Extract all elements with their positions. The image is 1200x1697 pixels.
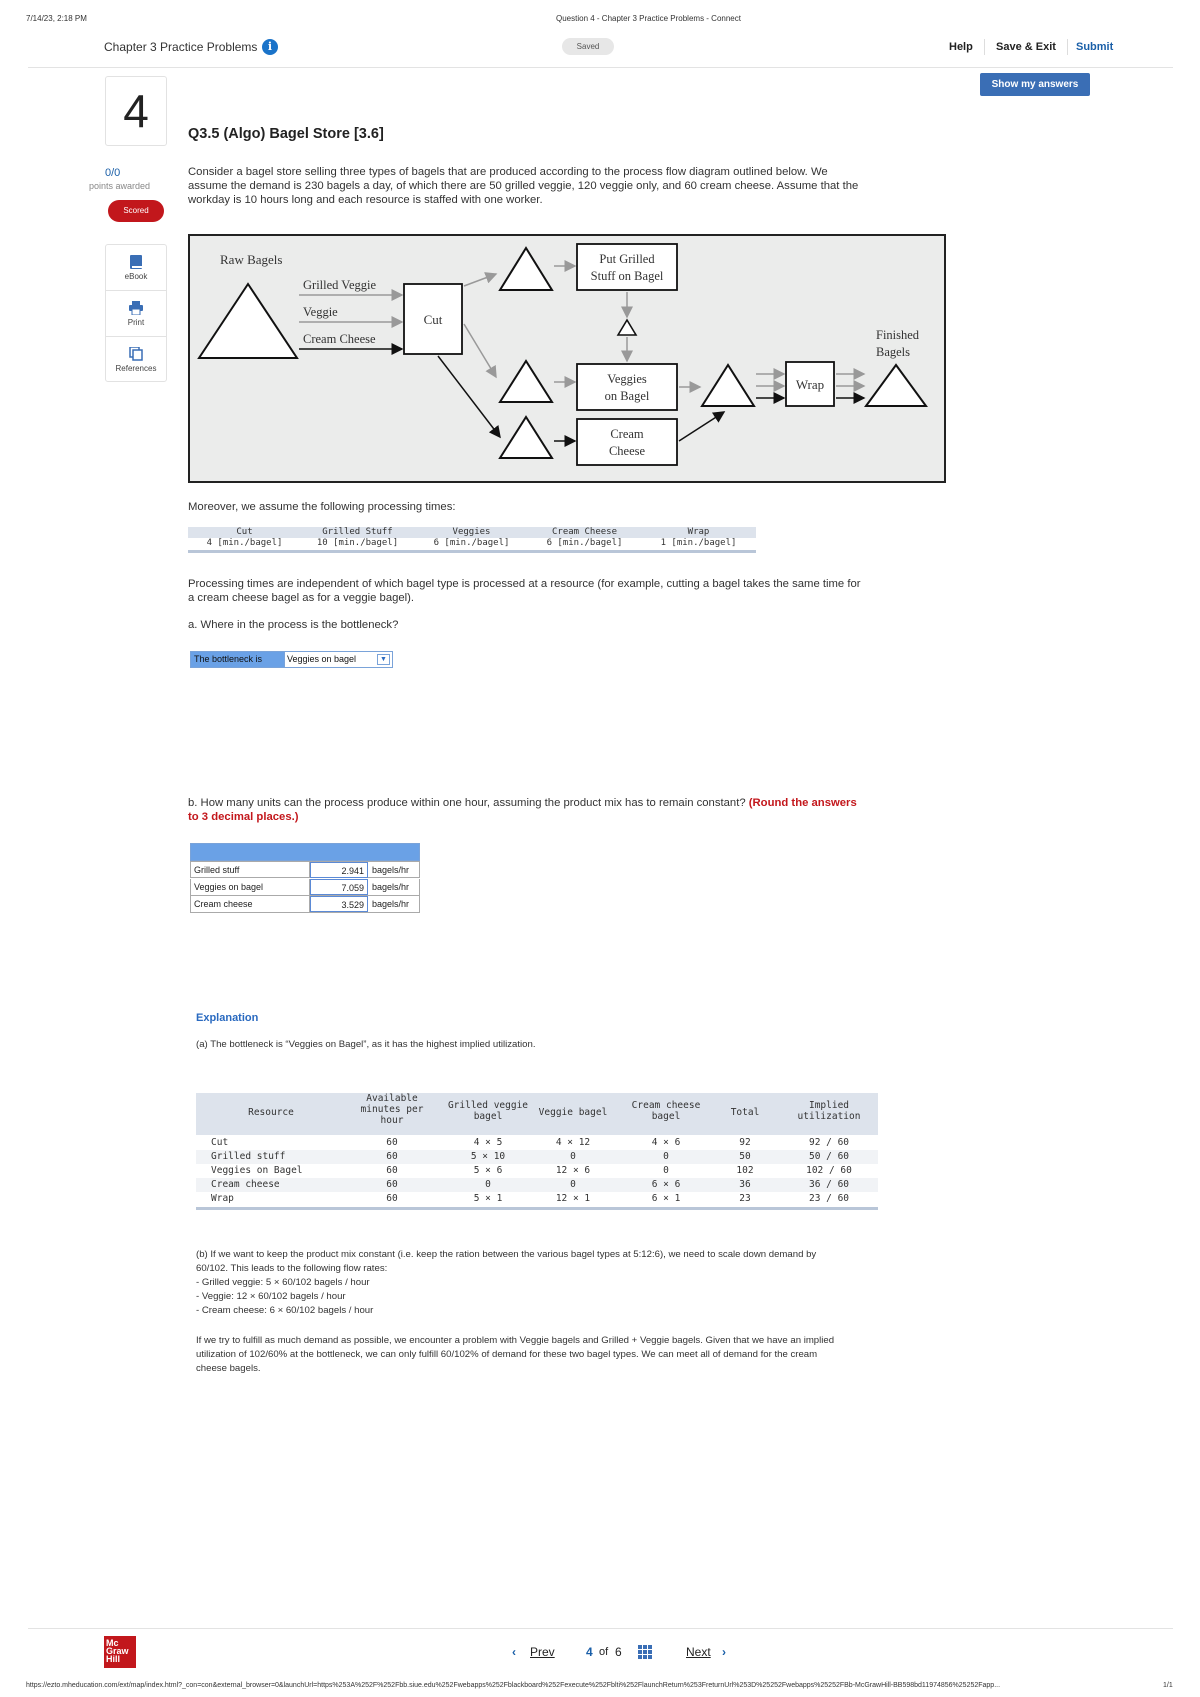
print-tool[interactable] [106, 291, 166, 337]
answer-input[interactable]: 7.059 [310, 879, 368, 895]
col-header-cream [616, 1100, 716, 1122]
finished-label-1: Finished [876, 328, 920, 342]
proc-time: 4 [min./bagel] [206, 538, 283, 548]
part-b-text: b. How many units can the process produce within one hour, assuming the product mix has to remain constant? [188, 797, 749, 809]
cell-resource: Wrap [211, 1193, 234, 1204]
answer-unit: bagels/hr [372, 882, 410, 892]
proc-time: 6 [min./bagel] [433, 538, 510, 548]
grilled-veggie-label: Grilled Veggie [303, 278, 377, 292]
header-line: Implied [808, 1100, 850, 1111]
print-page-number: 1/1 [1163, 1682, 1173, 1689]
header-line: minutes per [360, 1104, 424, 1115]
save-exit-link[interactable]: Save & Exit [996, 41, 1056, 53]
table-bottom-rule [196, 1207, 878, 1210]
print-datetime: 7/14/23, 2:18 PM [26, 14, 87, 23]
chevron-right-icon[interactable]: › [722, 1645, 726, 1659]
cell-cream: 0 [663, 1165, 669, 1176]
references-label: References [115, 364, 157, 373]
flow-rate-answer-table [190, 843, 420, 915]
bottleneck-answer [190, 651, 393, 668]
cream-label-2: Cheese [608, 444, 646, 458]
cell-veggie: 4 × 12 [555, 1137, 591, 1148]
cell-available: 60 [386, 1193, 398, 1204]
cut-label: Cut [423, 312, 443, 327]
cell-veggie: 12 × 1 [555, 1193, 591, 1204]
cell-utilization: 102 / 60 [806, 1165, 852, 1176]
table-row [196, 1150, 878, 1164]
footer-divider [28, 1628, 1173, 1629]
intro-line: Consider a bagel store selling three types of bagels that are produced according to the process flow diagram outlined below. We [188, 166, 828, 178]
cell-grilled: 5 × 6 [473, 1165, 503, 1176]
cell-utilization: 50 / 60 [808, 1151, 850, 1162]
table-bottom-rule [188, 550, 756, 553]
page-of: of [599, 1646, 609, 1658]
proc-name: Grilled Stuff [322, 527, 393, 537]
explanation-a-text: (a) The bottleneck is “Veggies on Bagel”, as it has the highest implied utilization. [196, 1039, 536, 1050]
table-row [196, 1178, 878, 1192]
grid-icon[interactable] [638, 1645, 652, 1659]
table-row [196, 1136, 878, 1150]
cell-available: 60 [386, 1165, 398, 1176]
proc-name: Cream Cheese [551, 527, 618, 537]
cell-cream: 4 × 6 [651, 1137, 681, 1148]
col-header-grilled [438, 1100, 538, 1122]
answer-input[interactable]: 3.529 [310, 896, 368, 912]
cream-cheese-box [577, 419, 677, 465]
references-icon [128, 347, 144, 361]
cell-veggie: 0 [570, 1151, 576, 1162]
assignment-title: Chapter 3 Practice Problems [104, 40, 258, 54]
independent-line: a cream cheese bagel as for a veggie bagel). [188, 592, 415, 604]
veggies-on-bagel-box [577, 364, 677, 410]
put-grilled-label-1: Put Grilled [599, 252, 655, 266]
proc-time: 10 [min./bagel] [316, 538, 399, 548]
header-divider [1067, 39, 1068, 55]
bottleneck-selected-value: Veggies on bagel [287, 654, 357, 664]
references-tool[interactable] [106, 337, 166, 383]
info-icon[interactable]: i [262, 39, 278, 55]
print-page-title: Question 4 - Chapter 3 Practice Problems - Connect [556, 14, 741, 23]
explanation-line: 60/102. This leads to the following flow rates: [196, 1263, 388, 1274]
show-answers-button[interactable]: Show my answers [980, 73, 1090, 96]
cell-cream: 0 [663, 1151, 669, 1162]
header-line: hour [380, 1115, 404, 1126]
header-line: bagel [473, 1111, 503, 1122]
print-label: Print [127, 318, 145, 327]
explanation-line: - Grilled veggie: 5 × 60/102 bagels / hour [196, 1277, 370, 1288]
proc-name: Wrap [687, 527, 710, 537]
tools-panel [105, 244, 167, 382]
header-line: bagel [651, 1111, 681, 1122]
cell-veggie: 12 × 6 [555, 1165, 591, 1176]
question-number: 4 [105, 76, 167, 146]
col-header-total: Total [730, 1107, 760, 1118]
intro-line: workday is 10 hours long and each resource is staffed with one worker. [188, 194, 543, 206]
veggies-label-1: Veggies [607, 372, 647, 386]
logo-line: Hill [106, 1654, 121, 1664]
chevron-down-icon[interactable]: ▼ [377, 654, 390, 665]
submit-link[interactable]: Submit [1076, 41, 1114, 53]
bottleneck-label: The bottleneck is [191, 652, 284, 667]
cell-utilization: 36 / 60 [808, 1179, 850, 1190]
part-b-instruction-2: to 3 decimal places.) [188, 811, 299, 823]
table-row [190, 861, 420, 878]
finished-label-2: Bagels [876, 345, 911, 359]
moreover-text: Moreover, we assume the following processing times: [188, 501, 456, 513]
cell-available: 60 [386, 1151, 398, 1162]
processing-times-table [188, 527, 756, 553]
cell-available: 60 [386, 1179, 398, 1190]
cell-grilled: 4 × 5 [473, 1137, 503, 1148]
page-total: 6 [615, 1645, 622, 1659]
explanation-line: cheese bagels. [196, 1363, 261, 1374]
answer-label: Cream cheese [191, 896, 310, 912]
explanation-line: (b) If we want to keep the product mix constant (i.e. keep the ration between the various bagel types at 5:12:6), we need to scale down demand by [196, 1249, 817, 1260]
bottleneck-select[interactable] [284, 652, 392, 667]
veggies-label-2: on Bagel [604, 389, 650, 403]
independent-line: Processing times are independent of which bagel type is processed at a resource (for example, cutting a bagel takes the same time for [188, 578, 861, 590]
cell-grilled: 5 × 1 [473, 1193, 503, 1204]
header-line: Available [366, 1093, 418, 1104]
proc-time: 6 [min./bagel] [546, 538, 623, 548]
cell-cream: 6 × 6 [651, 1179, 681, 1190]
explanation-line: utilization of 102/60% at the bottleneck, we can only fulfill 60/102% of demand for these two bagel types. We can meet all of demand for the cream [196, 1349, 818, 1360]
col-header-utilization [780, 1100, 878, 1122]
explanation-line: - Veggie: 12 × 60/102 bagels / hour [196, 1291, 346, 1302]
explanation-line: - Cream cheese: 6 × 60/102 bagels / hour [196, 1305, 374, 1316]
points-awarded-label: points awarded [89, 181, 151, 191]
explanation-line: If we try to fulfill as much demand as possible, we encounter a problem with Veggie bagels and Grilled + Veggie bagels. Given that we have an implied [196, 1335, 835, 1346]
proc-name: Cut [236, 527, 253, 537]
col-header-available [346, 1093, 438, 1126]
col-header-veggie: Veggie bagel [538, 1107, 608, 1118]
cell-resource: Cream cheese [211, 1179, 280, 1190]
print-url: https://ezto.mheducation.com/ext/map/index.html?_con=con&external_browser=0&launchUrl=https%253A%252F%252Fbb.siue.edu%252Fwebapps%252Fblackboard%252Fexecute%252Fblti%252FlaunchReturn%253FreturnUrl%253D%25252Fwebapps%25252FBb-McGrawHill-BB598bd11974856%25252Fapp... [26, 1682, 1001, 1689]
next-link[interactable]: Next [686, 1645, 711, 1659]
table-row [190, 896, 420, 913]
top-header [28, 30, 1173, 68]
saved-badge: Saved [562, 38, 614, 55]
answer-label: Grilled stuff [191, 862, 310, 878]
intro-line: assume the demand is 230 bagels a day, of which there are 50 grilled veggie, 120 veggie only, and 60 cream cheese. Assume that the [188, 180, 859, 192]
proc-time: 1 [min./bagel] [660, 538, 737, 548]
question-title: Q3.5 (Algo) Bagel Store [3.6] [188, 126, 384, 142]
table-row [196, 1164, 878, 1178]
header-line: utilization [797, 1111, 861, 1122]
independent-text [188, 577, 861, 605]
question-intro [188, 165, 858, 207]
proc-name: Veggies [452, 527, 491, 537]
wrap-label: Wrap [795, 377, 825, 392]
logo-line: Graw [106, 1646, 129, 1656]
cell-available: 60 [386, 1137, 398, 1148]
ebook-tool[interactable] [106, 245, 166, 291]
put-grilled-box [577, 244, 677, 290]
ebook-label: eBook [124, 272, 148, 281]
scored-badge: Scored [108, 200, 164, 222]
cell-veggie: 0 [570, 1179, 576, 1190]
cell-resource: Cut [211, 1137, 229, 1148]
cell-resource: Grilled stuff [211, 1151, 286, 1162]
cell-total: 50 [739, 1151, 751, 1162]
table-row [196, 1192, 878, 1206]
part-a-question: a. Where in the process is the bottleneck? [188, 619, 399, 631]
answer-unit: bagels/hr [372, 865, 410, 875]
header-divider [984, 39, 985, 55]
table-row [190, 879, 420, 896]
printer-icon [128, 301, 144, 315]
cell-utilization: 23 / 60 [808, 1193, 850, 1204]
part-b-instruction: (Round the answers [748, 797, 857, 809]
cell-utilization: 92 / 60 [808, 1137, 850, 1148]
book-icon [128, 255, 144, 269]
cell-cream: 6 × 1 [651, 1193, 681, 1204]
chevron-left-icon[interactable]: ‹ [512, 1645, 516, 1659]
page-current: 4 [586, 1645, 593, 1659]
cell-total: 102 [736, 1165, 754, 1176]
cell-total: 23 [739, 1193, 751, 1204]
cream-cheese-label: Cream Cheese [303, 332, 376, 346]
cell-total: 92 [739, 1137, 751, 1148]
logo-line: Mc [106, 1638, 119, 1648]
cream-label-1: Cream [610, 427, 644, 441]
cell-grilled: 5 × 10 [470, 1151, 506, 1162]
cell-grilled: 0 [485, 1179, 491, 1190]
veggie-label: Veggie [303, 305, 338, 319]
header-line: Cream cheese [631, 1100, 701, 1111]
put-grilled-label-2: Stuff on Bagel [590, 269, 664, 283]
help-link[interactable]: Help [949, 41, 973, 53]
explanation-c-text [196, 1334, 834, 1376]
explanation-b-text [196, 1248, 816, 1318]
explanation-heading: Explanation [196, 1012, 259, 1024]
header-line: Grilled veggie [447, 1100, 529, 1111]
score-value: 0/0 [105, 167, 121, 179]
mcgraw-hill-logo [104, 1636, 136, 1668]
answer-table-header [190, 843, 420, 861]
answer-input[interactable]: 2.941 [310, 862, 368, 878]
part-b-question [188, 796, 857, 824]
col-header-resource: Resource [248, 1107, 294, 1118]
raw-bagels-label: Raw Bagels [220, 252, 283, 267]
answer-label: Veggies on bagel [191, 879, 310, 895]
prev-link[interactable]: Prev [530, 1645, 555, 1659]
answer-unit: bagels/hr [372, 899, 410, 909]
process-flow-diagram [188, 234, 946, 483]
cell-resource: Veggies on Bagel [211, 1165, 303, 1176]
cell-total: 36 [739, 1179, 751, 1190]
